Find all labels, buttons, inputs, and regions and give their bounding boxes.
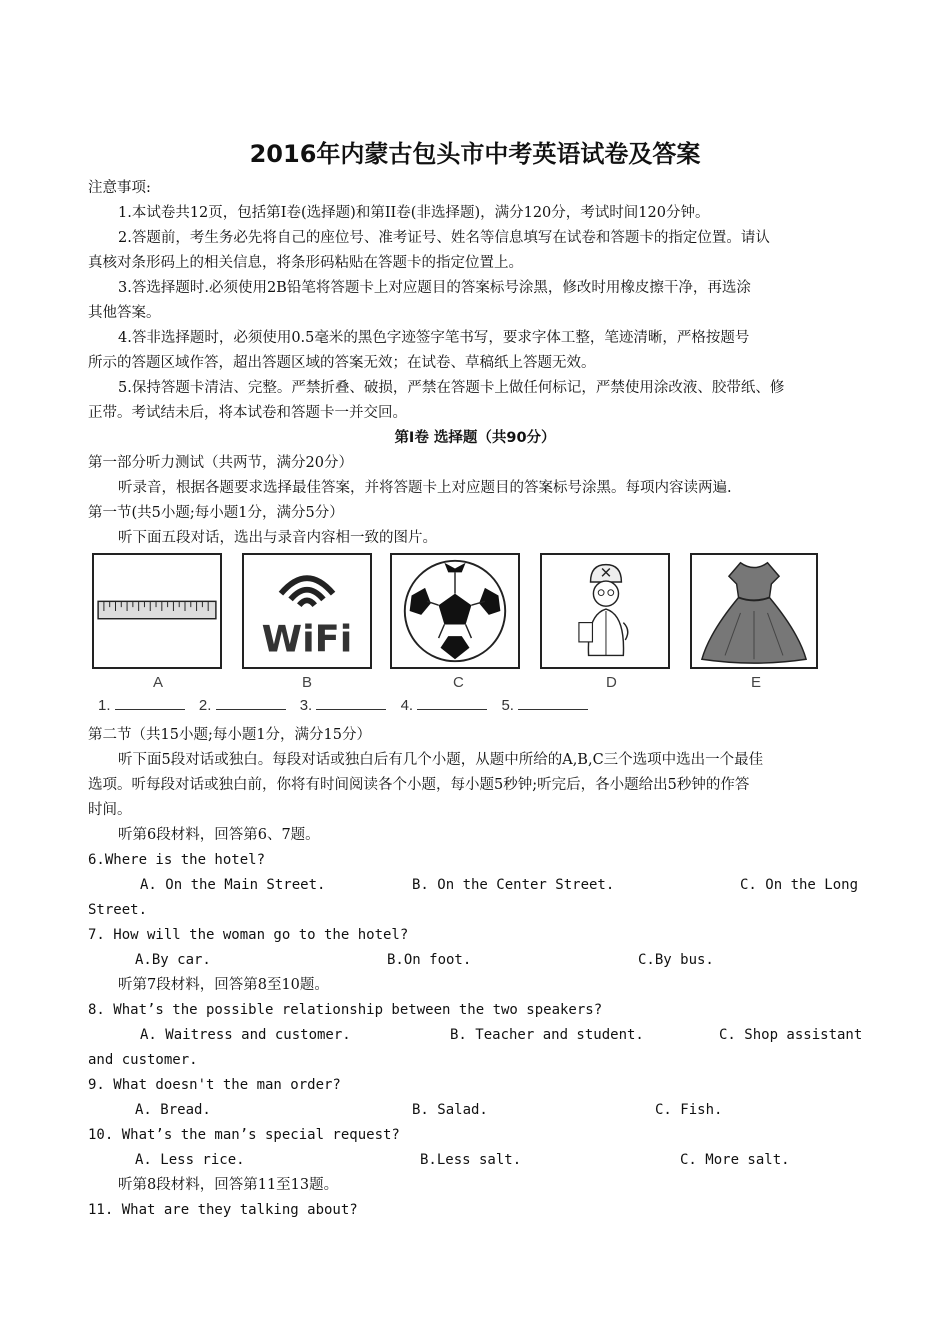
sec2-instruction: 听下面5段对话或独白。每段对话或独白后有几个小题，从题中所给的A,B,C三个选项中选出一个最佳 xyxy=(118,752,764,768)
option-b: B.On foot. xyxy=(387,952,472,968)
option-b: B. Salad. xyxy=(412,1102,488,1118)
sec2-heading: 第二节（共15小题;每小题1分，满分15分） xyxy=(88,727,372,743)
option-c: C. Shop assistant xyxy=(719,1027,863,1043)
blank-label: 3. xyxy=(299,697,313,714)
material-heading: 听第7段材料，回答第8至10题。 xyxy=(118,977,329,993)
notice-item: 5.保持答题卡清洁、完整。严禁折叠、破损，严禁在答题卡上做任何标记，严禁使用涂改液、胶带纸、修 xyxy=(118,380,785,396)
question-stem: 9. What doesn't the man order? xyxy=(88,1077,341,1093)
sec1-heading: 第一节(共5小题;每小题1分，满分5分） xyxy=(88,505,344,521)
picture-label: A xyxy=(153,674,164,691)
soccer-ball-icon xyxy=(392,555,518,667)
answer-blank[interactable] xyxy=(316,697,386,710)
notice-item: 其他答案。 xyxy=(88,305,161,321)
part1-instruction: 听录音，根据各题要求选择最佳答案，并将答题卡上对应题目的答案标号涂黑。每项内容读两遍. xyxy=(118,480,732,496)
option-c: C.By bus. xyxy=(638,952,714,968)
picture-b xyxy=(242,553,372,669)
picture-label: E xyxy=(751,674,762,691)
answer-blank[interactable] xyxy=(518,697,588,710)
blank-label: 4. xyxy=(400,697,414,714)
section-title: 第Ⅰ卷 选择题（共90分） xyxy=(394,430,556,446)
picture-c xyxy=(390,553,520,669)
picture-a xyxy=(92,553,222,669)
answer-blank[interactable] xyxy=(115,697,185,710)
notice-item: 1.本试卷共12页，包括第Ⅰ卷(选择题)和第II卷(非选择题)，满分120分，考试时间120分钟。 xyxy=(118,205,710,221)
option-c-continued: and customer. xyxy=(88,1052,198,1068)
option-c: C. On the Long xyxy=(740,877,859,893)
wifi-text: WiFi xyxy=(261,617,353,661)
option-b: B.Less salt. xyxy=(420,1152,522,1168)
option-a: A. Bread. xyxy=(135,1102,211,1118)
blank-label: 5. xyxy=(501,697,514,714)
sec2-instruction: 选项。听每段对话或独白前，你将有时间阅读各个小题，每小题5秒钟;听完后，各小题给出5秒钟的作答 xyxy=(88,777,750,793)
sec2-instruction: 时间。 xyxy=(88,802,132,818)
option-c: C. Fish. xyxy=(655,1102,723,1118)
question-stem: 10. What’s the man’s special request? xyxy=(88,1127,400,1143)
material-heading: 听第8段材料，回答第11至13题。 xyxy=(118,1177,339,1193)
notice-heading: 注意事项: xyxy=(88,180,151,196)
picture-label: C xyxy=(453,674,464,691)
notice-item: 正带。考试结未后，将本试卷和答题卡一并交回。 xyxy=(88,405,407,421)
blank-label: 2. xyxy=(198,697,212,714)
page-title: 2016年内蒙古包头市中考英语试卷及答案 xyxy=(249,140,701,168)
notice-item: 4.答非选择题时，必须使用0.5毫米的黑色字迹签字笔书写，要求字体工整，笔迹清晰，严格按题号 xyxy=(118,330,750,346)
option-b: B. On the Center Street. xyxy=(412,877,615,893)
material-heading: 听第6段材料，回答第6、7题。 xyxy=(118,827,320,843)
wifi-icon xyxy=(244,555,370,667)
picture-label: B xyxy=(302,674,313,691)
blank-label: 1. xyxy=(98,697,111,714)
option-c-continued: Street. xyxy=(88,902,148,918)
question-stem: 8. What’s the possible relationship between the two speakers? xyxy=(88,1002,603,1018)
question-stem: 11. What are they talking about? xyxy=(88,1202,358,1218)
notice-item: 2.答题前，考生务必先将自己的座位号、准考证号、姓名等信息填写在试卷和答题卡的指定位置。请认 xyxy=(118,230,770,246)
option-c: C. More salt. xyxy=(680,1152,790,1168)
doctor-icon xyxy=(542,555,668,667)
ruler-icon xyxy=(94,555,220,667)
part1-heading: 第一部分听力测试（共两节，满分20分） xyxy=(88,455,353,471)
notice-item: 所示的答题区域作答，超出答题区域的答案无效；在试卷、草稿纸上答题无效。 xyxy=(88,355,596,371)
sec1-instruction: 听下面五段对话，选出与录音内容相一致的图片。 xyxy=(118,530,437,546)
question-stem: 7. How will the woman go to the hotel? xyxy=(88,927,409,943)
option-a: A. On the Main Street. xyxy=(140,877,326,893)
answer-blanks xyxy=(98,697,598,714)
option-b: B. Teacher and student. xyxy=(450,1027,644,1043)
dress-icon xyxy=(692,555,816,667)
answer-blank[interactable] xyxy=(216,697,286,710)
picture-label: D xyxy=(606,674,617,691)
notice-item: 3.答选择题时.必须使用2B铅笔将答题卡上对应题目的答案标号涂黑，修改时用橡皮擦干净，再选涂 xyxy=(118,280,751,296)
picture-e xyxy=(690,553,818,669)
option-a: A. Waitress and customer. xyxy=(140,1027,351,1043)
question-stem: 6.Where is the hotel? xyxy=(88,852,266,868)
notice-item: 真核对条形码上的相关信息，将条形码粘贴在答题卡的指定位置上。 xyxy=(88,255,523,271)
option-a: A.By car. xyxy=(135,952,211,968)
option-a: A. Less rice. xyxy=(135,1152,245,1168)
answer-blank[interactable] xyxy=(417,697,487,710)
picture-d xyxy=(540,553,670,669)
